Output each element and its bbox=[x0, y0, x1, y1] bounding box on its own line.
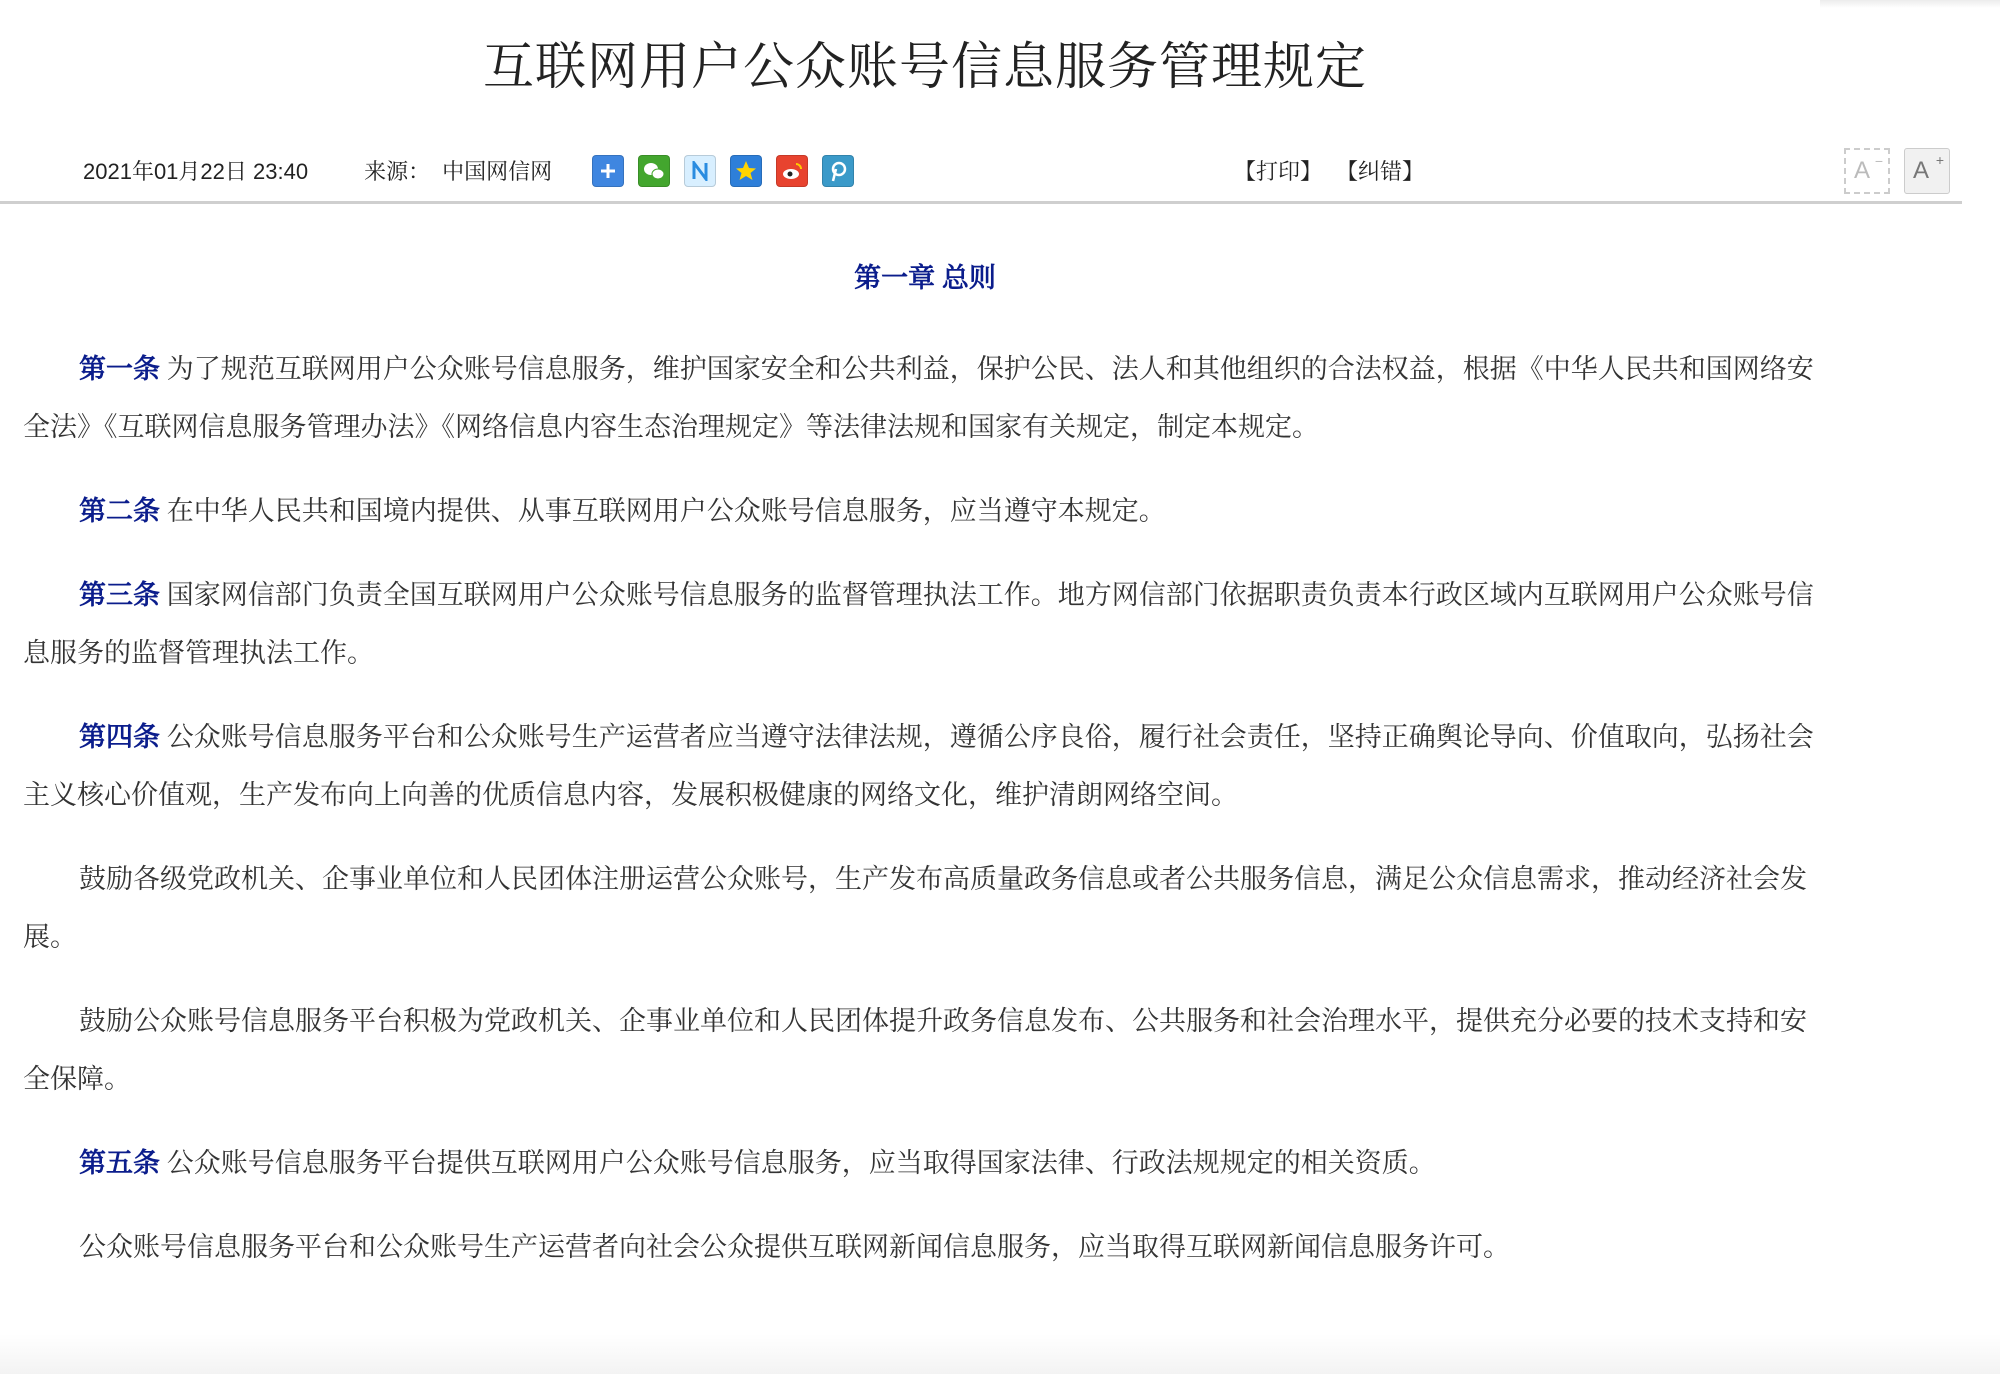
wechat-icon[interactable] bbox=[638, 155, 670, 187]
paragraph-text: 在中华人民共和国境内提供、从事互联网用户公众账号信息服务，应当遵守本规定。 bbox=[160, 496, 1166, 526]
source-name: 中国网信网 bbox=[442, 159, 553, 184]
article-number: 第四条 bbox=[79, 722, 160, 752]
plus-share-icon[interactable] bbox=[592, 155, 624, 187]
article-paragraph bbox=[23, 992, 1825, 1108]
article-number: 第一条 bbox=[79, 354, 160, 384]
article-paragraph bbox=[23, 708, 1825, 824]
pinterest-p-icon[interactable] bbox=[822, 155, 854, 187]
publish-date: 2021年01月22日 23:40 bbox=[83, 159, 309, 184]
font-size-controls bbox=[1844, 148, 1950, 194]
top-corner-shadow bbox=[1820, 0, 2000, 8]
chapter-heading: 第一章 总则 bbox=[854, 263, 996, 293]
article-paragraph bbox=[23, 340, 1825, 456]
paragraph-text: 公众账号信息服务平台提供互联网用户公众账号信息服务，应当取得国家法律、行政法规规定的相关资质。 bbox=[160, 1148, 1436, 1178]
qzone-star-icon[interactable] bbox=[730, 155, 762, 187]
paragraph-text: 鼓励各级党政机关、企事业单位和人民团体注册运营公众账号，生产发布高质量政务信息或者公共服务信息，满足公众信息需求，推动经济社会发展。 bbox=[23, 864, 1807, 952]
correction-link[interactable]: 【纠错】 bbox=[1335, 159, 1424, 184]
print-link[interactable]: 【打印】 bbox=[1233, 159, 1322, 184]
news-n-icon[interactable] bbox=[684, 155, 716, 187]
article-body bbox=[23, 340, 1825, 1302]
article-paragraph bbox=[23, 1134, 1825, 1192]
font-increase-button[interactable] bbox=[1904, 148, 1950, 194]
weibo-icon[interactable] bbox=[776, 155, 808, 187]
font-increase-label: A bbox=[1913, 156, 1930, 184]
font-decrease-button[interactable] bbox=[1844, 148, 1890, 194]
page-title: 互联网用户公众账号信息服务管理规定 bbox=[482, 40, 1367, 96]
article-meta-bar bbox=[0, 140, 1962, 204]
article-number: 第三条 bbox=[79, 580, 160, 610]
font-decrease-label: A bbox=[1854, 156, 1871, 184]
article-links bbox=[1234, 155, 1424, 186]
article-paragraph bbox=[23, 850, 1825, 966]
article-number: 第五条 bbox=[79, 1148, 160, 1178]
bottom-fade bbox=[0, 1334, 2000, 1374]
paragraph-text: 公众账号信息服务平台和公众账号生产运营者向社会公众提供互联网新闻信息服务，应当取得互联网新闻信息服务许可。 bbox=[79, 1232, 1510, 1262]
article-number: 第二条 bbox=[79, 496, 160, 526]
article-paragraph bbox=[23, 482, 1825, 540]
share-buttons bbox=[592, 155, 854, 187]
paragraph-text: 国家网信部门负责全国互联网用户公众账号信息服务的监督管理执法工作。地方网信部门依据职责负责本行政区域内互联网用户公众账号信息服务的监督管理执法工作。 bbox=[23, 580, 1814, 668]
paragraph-text: 为了规范互联网用户公众账号信息服务，维护国家安全和公共利益，保护公民、法人和其他组织的合法权益，根据《中华人民共和国网络安全法》《互联网信息服务管理办法》《网络信息内容生态治理规定》等法律法规和国家有关规定，制定本规定。 bbox=[23, 354, 1814, 442]
paragraph-text: 公众账号信息服务平台和公众账号生产运营者应当遵守法律法规，遵循公序良俗，履行社会责任，坚持正确舆论导向、价值取向，弘扬社会主义核心价值观，生产发布向上向善的优质信息内容，发展积极健康的网络文化，维护清朗网络空间。 bbox=[23, 722, 1814, 810]
source-label: 来源： bbox=[364, 159, 431, 184]
paragraph-text: 鼓励公众账号信息服务平台积极为党政机关、企事业单位和人民团体提升政务信息发布、公共服务和社会治理水平，提供充分必要的技术支持和安全保障。 bbox=[23, 1006, 1807, 1094]
article-paragraph bbox=[23, 566, 1825, 682]
article-paragraph bbox=[23, 1218, 1825, 1276]
